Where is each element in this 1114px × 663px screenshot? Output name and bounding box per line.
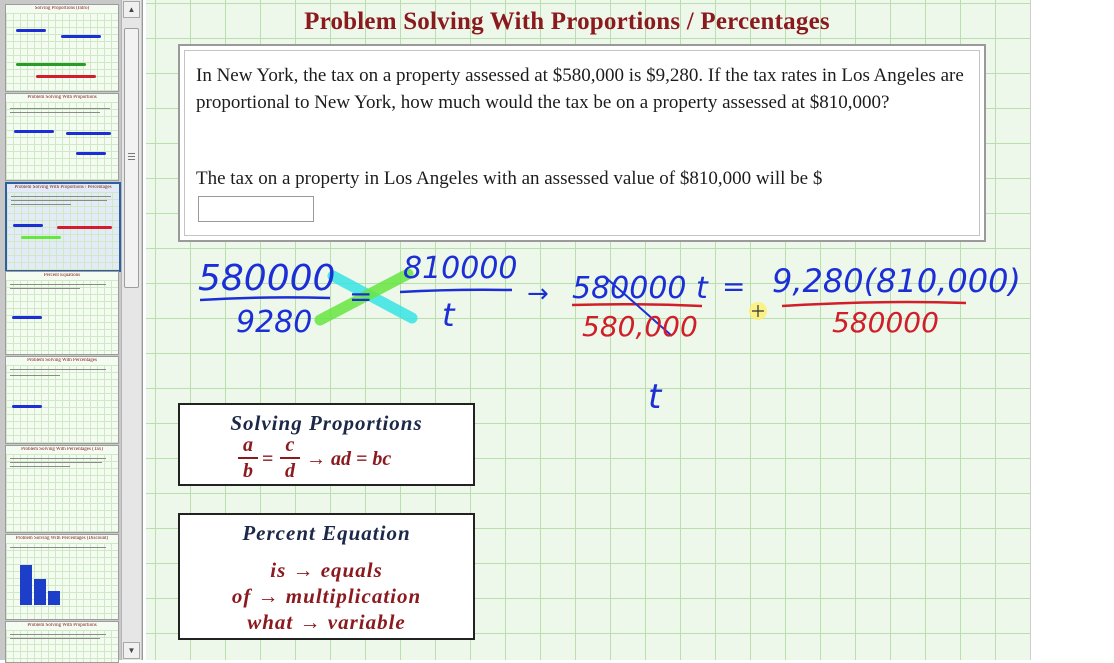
cross-product-result: → ad = bc bbox=[306, 448, 392, 470]
thumbnail-title: Problem Solving With Percentages (Discount) bbox=[15, 536, 109, 541]
handwritten-step-equals: = bbox=[722, 270, 746, 303]
thumbnail-title: Solving Proportions (Intro) bbox=[34, 6, 90, 11]
thumbnail-title: Problem Solving With Proportions bbox=[27, 623, 97, 628]
box-heading: Solving Proportions bbox=[230, 411, 423, 435]
thumbnail-title: Percent Equations bbox=[43, 273, 81, 278]
handwritten-580000: 580000 bbox=[198, 258, 336, 299]
thumbnail-title: Problem Solving With Percentages (Tax) bbox=[21, 447, 103, 452]
handwritten-equals: = bbox=[349, 280, 373, 313]
percent-rule-of: of → multiplication bbox=[231, 584, 422, 608]
page-title: Problem Solving With Proportions / Percentages bbox=[304, 8, 830, 35]
handwritten-9280-times-810000: 9,280(810,000) bbox=[772, 262, 1021, 300]
percent-rule-what: what → variable bbox=[247, 610, 406, 634]
thumbnail-title: Problem Solving With Proportions / Percentages bbox=[14, 185, 112, 190]
equals-sign: = bbox=[262, 448, 274, 470]
scroll-up-icon[interactable]: ▲ bbox=[123, 1, 140, 18]
percent-rule-is: is → equals bbox=[270, 558, 383, 582]
handwritten-arrow: → bbox=[527, 279, 549, 309]
answer-prompt: The tax on a property in Los Angeles with an assessed value of $810,000 will be $ bbox=[196, 168, 823, 189]
handwritten-result-t: t bbox=[648, 377, 662, 417]
handwritten-divisor-right: 580000 bbox=[832, 306, 939, 339]
thumbnail-title: Problem Solving With Percentages bbox=[27, 358, 97, 363]
handwritten-t: t bbox=[442, 296, 455, 334]
scroll-down-icon[interactable]: ▼ bbox=[123, 642, 140, 659]
problem-text: In New York, the tax on a property assessed at $580,000 is $9,280. If the tax rates in Los Angeles are proportional to New York, how much would the tax be on a property assessed at $810,000? bbox=[196, 65, 964, 113]
fraction-c-over-d: c d bbox=[280, 434, 300, 482]
handwritten-9280: 9280 bbox=[236, 305, 313, 340]
fraction-a-over-b: a b bbox=[238, 434, 258, 482]
handwritten-580000t: 580000 t bbox=[572, 271, 708, 306]
handwritten-divisor-left: 580,000 bbox=[582, 310, 698, 343]
box-heading: Percent Equation bbox=[242, 521, 411, 545]
thumbnail-title: Problem Solving With Proportions bbox=[27, 95, 97, 100]
handwritten-810000: 810000 bbox=[403, 251, 518, 286]
